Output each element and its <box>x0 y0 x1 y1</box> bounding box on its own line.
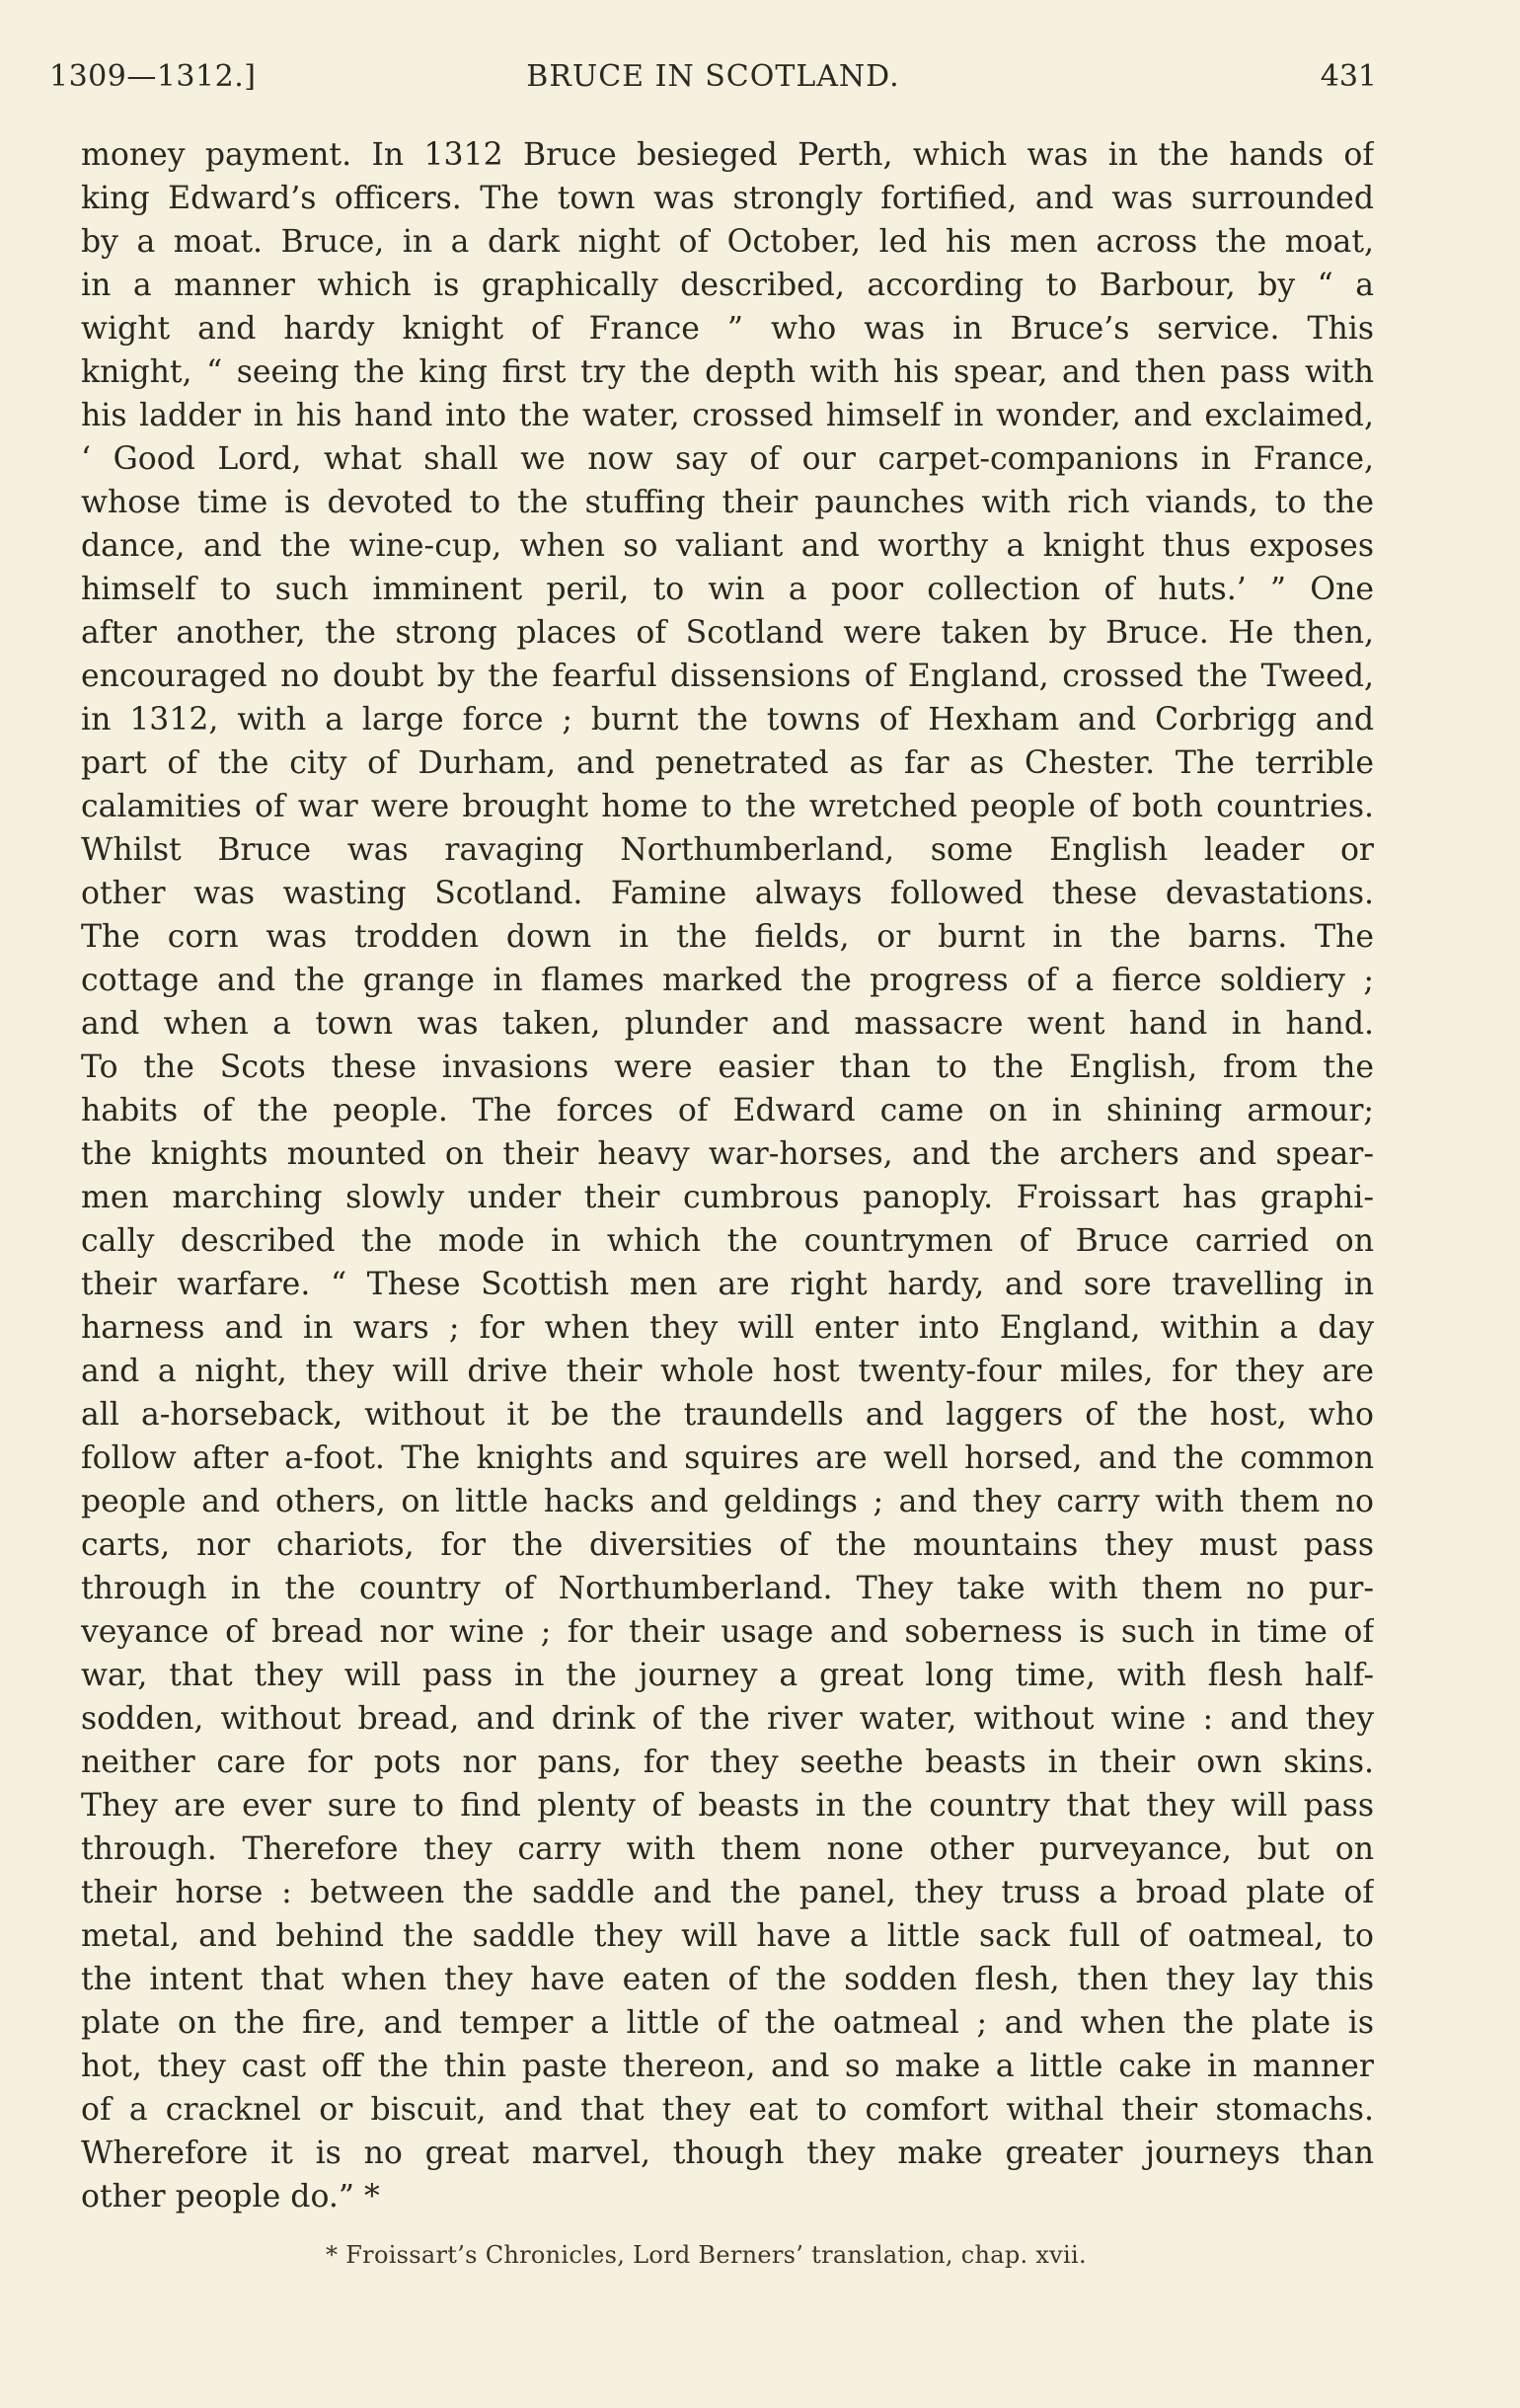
text-line: through in the country of Northumberland. They take with them no pur- <box>81 1571 1374 1606</box>
text-line: all a-horseback, without it be the traundells and laggers of the host, who <box>81 1397 1374 1433</box>
text-line: and a night, they will drive their whole host twenty-four miles, for they are <box>81 1354 1374 1389</box>
text-line: sodden, without bread, and drink of the river water, without wine : and they <box>81 1701 1374 1737</box>
text-line: cottage and the grange in flames marked the progress of a fierce soldiery ; <box>81 963 1374 998</box>
text-line: metal, and behind the saddle they will have a little sack full of oatmeal, to <box>81 1918 1374 1954</box>
text-line: The corn was trodden down in the fields, or burnt in the barns. The <box>81 919 1374 955</box>
header-title: BRUCE IN SCOTLAND. <box>526 59 900 94</box>
text-line: Whilst Bruce was ravaging Northumberland, some English leader or <box>81 832 1374 868</box>
running-header <box>49 59 1377 103</box>
text-line: Wherefore it is no great marvel, though they make greater journeys than <box>81 2136 1374 2171</box>
text-line: calamities of war were brought home to the wretched people of both countries. <box>81 789 1374 824</box>
text-line: wight and hardy knight of France ” who was in Bruce’s service. This <box>81 311 1374 347</box>
text-line: through. Therefore they carry with them none other purveyance, but on <box>81 1831 1374 1867</box>
text-line: hot, they cast off the thin paste thereon, and so make a little cake in manner <box>81 2049 1374 2084</box>
text-line: harness and in wars ; for when they will enter into England, within a day <box>81 1310 1374 1346</box>
page-number: 431 <box>1320 59 1377 94</box>
text-line: money payment. In 1312 Bruce besieged Perth, which was in the hands of <box>81 137 1374 173</box>
text-line: in a manner which is graphically described, according to Barbour, by “ a <box>81 268 1374 303</box>
text-line: himself to such imminent peril, to win a poor collection of huts.’ ” One <box>81 572 1374 607</box>
text-line: cally described the mode in which the countrymen of Bruce carried on <box>81 1223 1374 1259</box>
text-line: war, that they will pass in the journey a great long time, with flesh half- <box>81 1658 1374 1693</box>
text-line-last: other people do.” * <box>81 2179 380 2214</box>
text-line: To the Scots these invasions were easier than to the English, from the <box>81 1049 1374 1085</box>
text-line: ‘ Good Lord, what shall we now say of our carpet-companions in France, <box>81 441 1374 477</box>
body-paragraph <box>81 133 1374 2218</box>
text-line: in 1312, with a large force ; burnt the towns of Hexham and Corbrigg and <box>81 702 1374 738</box>
text-line: habits of the people. The forces of Edward came on in shining armour; <box>81 1093 1374 1128</box>
text-line: king Edward’s officers. The town was strongly fortified, and was surrounded <box>81 181 1374 216</box>
text-line: follow after a-foot. The knights and squires are well horsed, and the common <box>81 1440 1374 1476</box>
text-line: whose time is devoted to the stuffing their paunches with rich viands, to the <box>81 485 1374 520</box>
text-line: other was wasting Scotland. Famine always followed these devastations. <box>81 876 1374 911</box>
text-line: dance, and the wine-cup, when so valiant and worthy a knight thus exposes <box>81 528 1374 564</box>
text-line: their warfare. “ These Scottish men are right hardy, and sore travelling in <box>81 1267 1374 1302</box>
text-line: men marching slowly under their cumbrous panoply. Froissart has graphi- <box>81 1180 1374 1215</box>
text-line: carts, nor chariots, for the diversities of the mountains they must pass <box>81 1527 1374 1563</box>
text-line: the knights mounted on their heavy war-horses, and the archers and spear- <box>81 1136 1374 1172</box>
text-line: the intent that when they have eaten of the sodden flesh, then they lay this <box>81 1962 1374 1997</box>
text-line: They are ever sure to find plenty of beasts in the country that they will pass <box>81 1788 1374 1824</box>
text-line: people and others, on little hacks and geldings ; and they carry with them no <box>81 1484 1374 1519</box>
text-line: plate on the fire, and temper a little of the oatmeal ; and when the plate is <box>81 2005 1374 2041</box>
text-line: part of the city of Durham, and penetrated as far as Chester. The terrible <box>81 745 1374 781</box>
text-line: after another, the strong places of Scotland were taken by Bruce. He then, <box>81 615 1374 651</box>
text-line: his ladder in his hand into the water, crossed himself in wonder, and exclaimed, <box>81 398 1374 433</box>
text-line: neither care for pots nor pans, for they seethe beasts in their own skins. <box>81 1745 1374 1780</box>
text-line: veyance of bread nor wine ; for their usage and soberness is such in time of <box>81 1614 1374 1650</box>
footnote: * Froissart’s Chronicles, Lord Berners’ translation, chap. xvii. <box>326 2241 1087 2269</box>
text-line: knight, “ seeing the king first try the depth with his spear, and then pass with <box>81 354 1374 390</box>
header-date-range: 1309—1312.] <box>49 59 257 94</box>
text-line: encouraged no doubt by the fearful dissensions of England, crossed the Tweed, <box>81 659 1374 694</box>
text-line: by a moat. Bruce, in a dark night of October, led his men across the moat, <box>81 224 1374 260</box>
text-line: of a cracknel or biscuit, and that they eat to comfort withal their stomachs. <box>81 2092 1374 2128</box>
text-line: and when a town was taken, plunder and massacre went hand in hand. <box>81 1006 1374 1042</box>
text-line: their horse : between the saddle and the panel, they truss a broad plate of <box>81 1875 1374 1910</box>
